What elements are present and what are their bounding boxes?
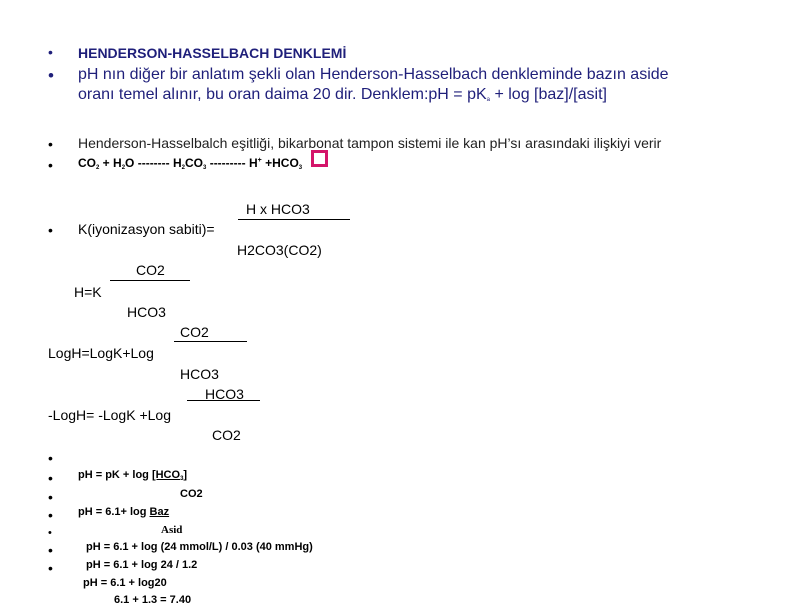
bullet: • [48,542,53,558]
ph-formula-1-numerator [152,469,187,481]
intro-line-2 [78,86,607,104]
ph-formula-1-denominator: CO2 [180,488,203,500]
intro-line-2a: oranı temel alınır, bu oran daima 20 dir. Denklem:pH = pK [78,86,487,103]
ph-formula-2-numerator: Baz [149,506,170,518]
ph-formula-1-frac: [HCO [151,469,181,481]
bullet: • [48,470,53,486]
bullet: • [48,560,53,576]
h-numerator: CO2 [136,262,165,278]
ph-formula-2-left: pH = 6.1+ log [78,506,150,518]
ph-formula-1-left: pH = pK + log [78,469,152,481]
ph-formula-5: pH = 6.1 + log20 [83,577,167,589]
reaction-part: CO [78,156,96,170]
h-denominator: HCO3 [127,304,166,320]
ph-formula-1-subscript: 3 [180,476,184,482]
reaction-subscript: 3 [203,165,207,171]
log-denominator: HCO3 [180,366,219,382]
fraction-bar [110,280,190,281]
reaction-part: CO [185,156,204,170]
neglog-numerator: HCO3 [205,386,244,402]
heading: HENDERSON-HASSELBACH DENKLEMİ [78,45,347,61]
reaction-equation [78,156,302,171]
h-label: H=K [74,284,102,300]
neglog-denominator: CO2 [212,427,241,443]
ph-formula-2-denominator: Asid [161,524,183,536]
ph-formula-1 [78,469,187,482]
k-label: K(iyonizasyon sabiti)= [78,221,215,237]
bullet: • [48,222,53,238]
bullet: • [48,136,53,152]
k-numerator: H x HCO3 [246,201,310,217]
bullet: • [48,450,53,466]
reaction-part: --------- H [206,156,258,170]
ph-formula-4: pH = 6.1 + log 24 / 1.2 [86,559,198,571]
k-denominator: H2CO3(CO2) [237,242,322,258]
intro-line-1: pH nın diğer bir anlatım şekli olan Henderson-Hasselbach denkleminde bazın aside [78,66,669,83]
ph-formula-2 [78,506,169,518]
ph-formula-3: pH = 6.1 + log (24 mmol/L) / 0.03 (40 mmHg) [86,541,313,553]
bullet: • [48,507,53,523]
bullet: • [48,44,53,60]
reaction-part: + H [99,156,122,170]
intro-line-2b: + log [baz]/[asit] [490,86,607,103]
neglog-label: -LogH= -LogK +Log [48,407,171,423]
fraction-bar [187,400,260,401]
reaction-subscript: 2 [121,165,126,171]
ph-formula-1-close: ] [183,469,188,481]
bullet: • [48,489,53,505]
reaction-part: +HCO [261,156,299,170]
log-numerator: CO2 [180,324,209,340]
relation-text: Henderson-Hasselbalch eşitliği, bikarbonat tampon sistemi ile kan pH’sı arasındaki ilişkiyi verir [78,135,662,151]
pka-subscript: a [486,97,491,103]
ph-formula-6: 6.1 + 1.3 = 7.40 [114,594,192,606]
reaction-subscript: 2 [96,165,100,171]
bullet: • [48,157,53,173]
reaction-subscript: 3 [298,165,303,171]
bullet: • [48,527,52,539]
bullet: • [48,66,54,85]
selection-marker[interactable] [311,150,328,167]
fraction-bar [238,219,350,220]
fraction-bar [174,341,247,342]
reaction-superscript: + [257,157,262,164]
reaction-part: O -------- H [125,156,182,170]
reaction-subscript: 2 [181,165,186,171]
log-label: LogH=LogK+Log [48,345,154,361]
